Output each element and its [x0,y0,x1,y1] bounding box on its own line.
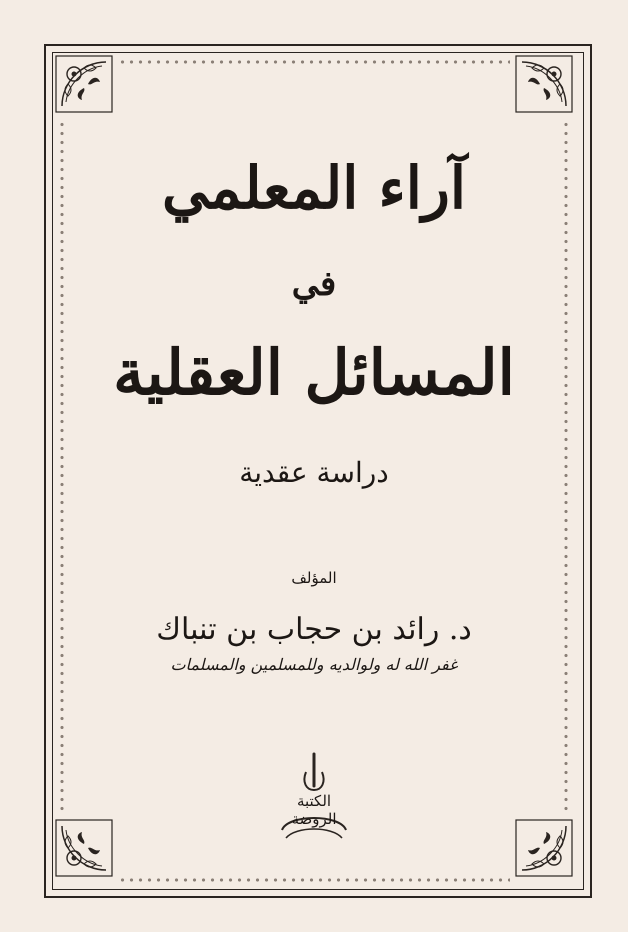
book-subtitle: دراسة عقدية [239,456,389,489]
book-title-line-3: المسائل العقلية [113,336,515,409]
corner-ornament-top-right [514,54,574,114]
author-name: د. رائد بن حجاب بن تنباك [156,612,472,647]
top-dotted-band [118,58,510,66]
author-label: المؤلف [291,569,337,587]
author-prayer: غفر الله له ولوالديه وللمسلمين والمسلمات [170,655,458,674]
publisher-logo [276,752,352,848]
book-title-line-2: في [291,264,337,304]
corner-ornament-bottom-left [54,818,114,878]
corner-ornament-bottom-right [514,818,574,878]
corner-ornament-top-left [54,54,114,114]
book-title-line-1: آراء المعلمي [161,154,467,222]
bottom-dotted-band [118,876,510,884]
publisher-logo-text: الكتبة الروضة [291,792,337,828]
